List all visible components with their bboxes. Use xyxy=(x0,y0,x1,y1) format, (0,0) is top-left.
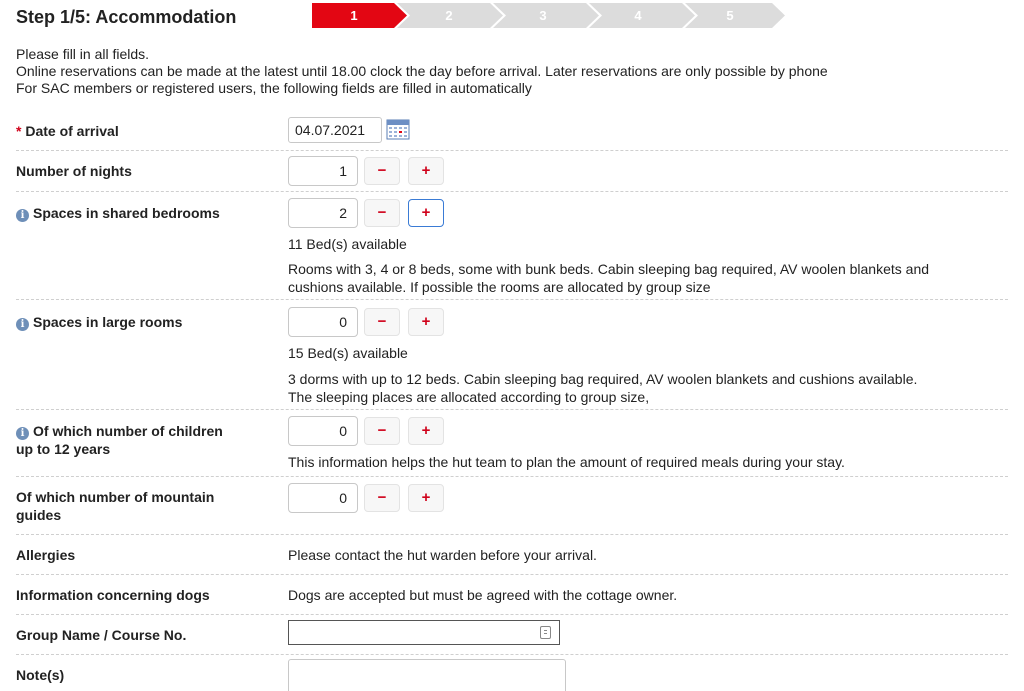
step-progress xyxy=(312,3,792,28)
arrival-label-text: Date of arrival xyxy=(25,123,119,139)
info-icon[interactable]: i xyxy=(16,318,29,331)
step-4-label: 4 xyxy=(634,8,642,23)
row-children xyxy=(16,410,1008,477)
step-5-label: 5 xyxy=(726,8,734,23)
shared-description-line: Rooms with 3, 4 or 8 beds, some with bunk beds. Cabin sleeping bag required, AV woolen blankets and xyxy=(288,261,930,277)
info-icon[interactable]: i xyxy=(16,427,29,440)
contact-card-icon[interactable] xyxy=(540,626,551,639)
group-name-input[interactable] xyxy=(288,620,560,645)
large-minus-button[interactable]: − xyxy=(364,308,400,336)
page-title: Step 1/5: Accommodation xyxy=(16,7,237,27)
shared-description xyxy=(288,260,1008,296)
guides-plus-button[interactable]: + xyxy=(408,484,444,512)
row-dogs xyxy=(16,575,1008,615)
intro-line: Online reservations can be made at the latest until 18.00 clock the day before arrival. Later reservations are only possible by phone xyxy=(16,63,828,79)
row-number-of-nights xyxy=(16,151,1008,192)
guides-input[interactable]: 0 xyxy=(288,483,358,513)
row-date-of-arrival xyxy=(16,111,1008,151)
notes-textarea[interactable] xyxy=(288,659,566,691)
children-label-text: Of which number of children xyxy=(33,423,223,439)
row-group-name xyxy=(16,615,1008,655)
nights-input[interactable]: 1 xyxy=(288,156,358,186)
shared-input[interactable]: 2 xyxy=(288,198,358,228)
large-plus-button[interactable]: + xyxy=(408,308,444,336)
allergies-text: Please contact the hut warden before your arrival. xyxy=(288,547,597,563)
allergies-label: Allergies xyxy=(16,547,76,563)
shared-minus-button[interactable]: − xyxy=(364,199,400,227)
intro-text xyxy=(16,46,828,97)
shared-description-line: cushions available. If possible the rooms are allocated by group size xyxy=(288,279,711,295)
notes-label: Note(s) xyxy=(16,667,65,683)
guides-minus-button[interactable]: − xyxy=(364,484,400,512)
nights-plus-button[interactable]: + xyxy=(408,157,444,185)
large-description-line: 3 dorms with up to 12 beds. Cabin sleeping bag required, AV woolen blankets and cushions available. xyxy=(288,371,918,387)
guides-label xyxy=(16,488,266,524)
shared-plus-button[interactable]: + xyxy=(408,199,444,227)
shared-label-text: Spaces in shared bedrooms xyxy=(33,205,220,221)
shared-label xyxy=(16,204,266,222)
intro-line: Please fill in all fields. xyxy=(16,46,150,62)
children-minus-button[interactable]: − xyxy=(364,417,400,445)
info-icon[interactable]: i xyxy=(16,209,29,222)
arrival-date-input[interactable]: 04.07.2021 xyxy=(288,117,382,143)
row-shared-bedrooms xyxy=(16,192,1008,300)
step-5-shape[interactable] xyxy=(685,3,785,28)
step-1-label: 1 xyxy=(350,8,358,23)
guides-label-text: Of which number of mountain xyxy=(16,489,215,505)
step-progress-svg xyxy=(312,3,792,28)
step-4-shape[interactable] xyxy=(589,3,695,28)
children-plus-button[interactable]: + xyxy=(408,417,444,445)
dogs-text: Dogs are accepted but must be agreed with the cottage owner. xyxy=(288,587,678,603)
row-allergies xyxy=(16,535,1008,575)
nights-minus-button[interactable]: − xyxy=(364,157,400,185)
large-label xyxy=(16,313,266,331)
large-input[interactable]: 0 xyxy=(288,307,358,337)
large-label-text: Spaces in large rooms xyxy=(33,314,183,330)
row-mountain-guides xyxy=(16,477,1008,535)
page-header xyxy=(16,6,236,28)
large-description xyxy=(288,370,1008,406)
nights-label: Number of nights xyxy=(16,163,132,179)
children-input[interactable]: 0 xyxy=(288,416,358,446)
step-3-label: 3 xyxy=(539,8,547,23)
step-2-label: 2 xyxy=(445,8,453,23)
large-description-line: The sleeping places are allocated according to group size, xyxy=(288,389,650,405)
row-notes xyxy=(16,655,1008,691)
step-1-shape[interactable] xyxy=(312,3,407,28)
children-label xyxy=(16,422,266,458)
intro-line: For SAC members or registered users, the following fields are filled in automatically xyxy=(16,80,532,96)
calendar-icon[interactable] xyxy=(386,118,410,140)
group-label: Group Name / Course No. xyxy=(16,627,187,643)
dogs-label: Information concerning dogs xyxy=(16,587,210,603)
guides-label-text: guides xyxy=(16,507,62,523)
row-large-rooms xyxy=(16,300,1008,410)
children-help: This information helps the hut team to plan the amount of required meals during your stay. xyxy=(288,454,845,470)
shared-availability: 11 Bed(s) available xyxy=(288,236,407,252)
children-label-text: up to 12 years xyxy=(16,441,111,457)
arrival-label xyxy=(16,122,266,140)
large-availability: 15 Bed(s) available xyxy=(288,345,408,361)
required-mark: * xyxy=(16,123,22,139)
